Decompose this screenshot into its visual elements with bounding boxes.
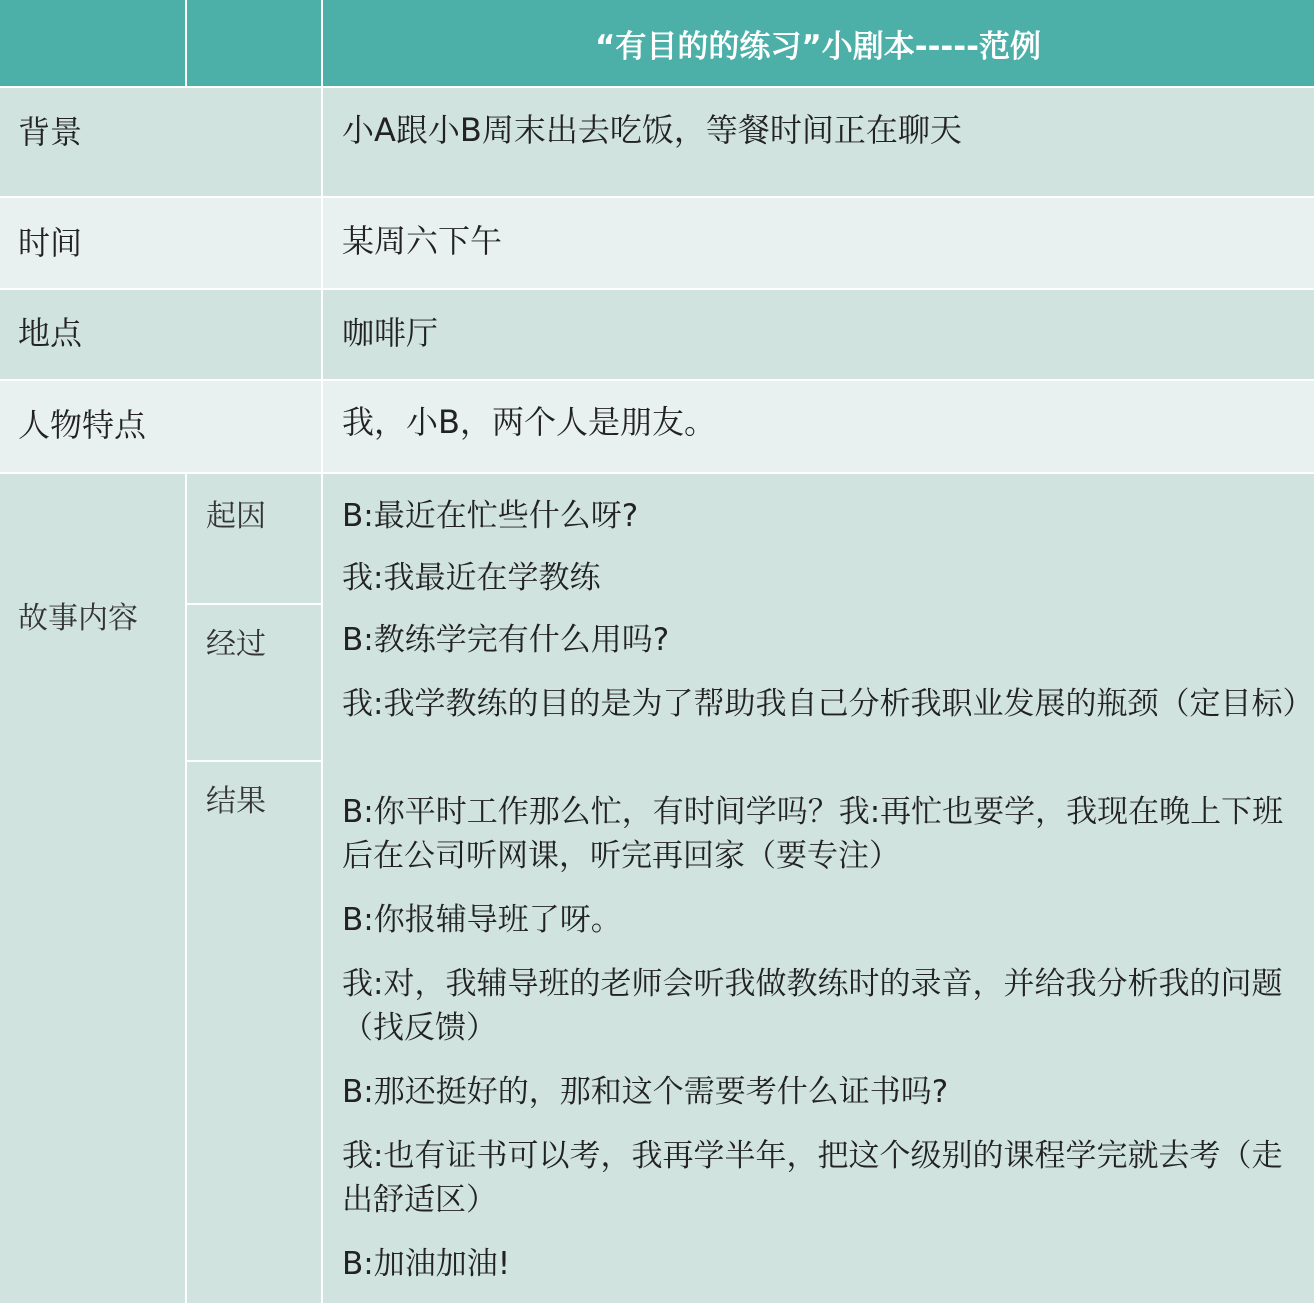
grid-line bbox=[0, 196, 1314, 198]
dialogue-line: B:最近在忙些什么呀? bbox=[342, 498, 639, 534]
table-header bbox=[0, 0, 1314, 86]
row-label-time: 时间 bbox=[18, 224, 83, 262]
dialogue-line: B:那还挺好的，那和这个需要考什么证书吗? bbox=[342, 1074, 949, 1110]
grid-line bbox=[0, 288, 1314, 290]
grid-line bbox=[185, 0, 187, 86]
grid-line bbox=[185, 474, 187, 1303]
grid-line bbox=[187, 760, 321, 762]
dialogue-line: B:教练学完有什么用吗? bbox=[342, 622, 670, 658]
grid-line bbox=[187, 603, 321, 605]
stage-label-result: 结果 bbox=[206, 784, 266, 819]
dialogue-line: B:加油加油! bbox=[342, 1246, 511, 1282]
row-label-place: 地点 bbox=[18, 314, 83, 352]
grid-line bbox=[0, 379, 1314, 381]
row-label-characters: 人物特点 bbox=[18, 406, 147, 444]
row-value-characters: 我，小B，两个人是朋友。 bbox=[342, 403, 716, 441]
grid-line bbox=[0, 86, 1314, 88]
row-time-band bbox=[0, 198, 1314, 288]
grid-line bbox=[0, 472, 1314, 474]
table-title: “有目的的练习”小剧本-----范例 bbox=[594, 28, 1042, 65]
dialogue-line: 我:我最近在学教练 bbox=[342, 560, 601, 596]
row-value-place: 咖啡厅 bbox=[342, 314, 439, 352]
dialogue-line: 我:对，我辅导班的老师会听我做教练时的录音，并给我分析我的问题（找反馈） bbox=[342, 966, 1283, 1046]
dialogue-line: 我:我学教练的目的是为了帮助我自己分析我职业发展的瓶颈（定目标） bbox=[342, 686, 1314, 722]
story-label: 故事内容 bbox=[18, 601, 138, 636]
stage-label-process: 经过 bbox=[206, 627, 266, 662]
stage-label-cause: 起因 bbox=[206, 499, 266, 534]
row-value-background: 小A跟小B周末出去吃饭，等餐时间正在聊天 bbox=[342, 111, 962, 149]
dialogue-line: B:你平时工作那么忙，有时间学吗？我:再忙也要学，我现在晚上下班后在公司听网课，听完再回家（要专注） bbox=[342, 794, 1284, 874]
row-label-background: 背景 bbox=[18, 113, 83, 151]
dialogue-line: B:你报辅导班了呀。 bbox=[342, 902, 622, 938]
row-value-time: 某周六下午 bbox=[342, 222, 503, 260]
row-place-band bbox=[0, 290, 1314, 379]
dialogue-line: 我:也有证书可以考，我再学半年，把这个级别的课程学完就去考（走出舒适区） bbox=[342, 1138, 1283, 1218]
